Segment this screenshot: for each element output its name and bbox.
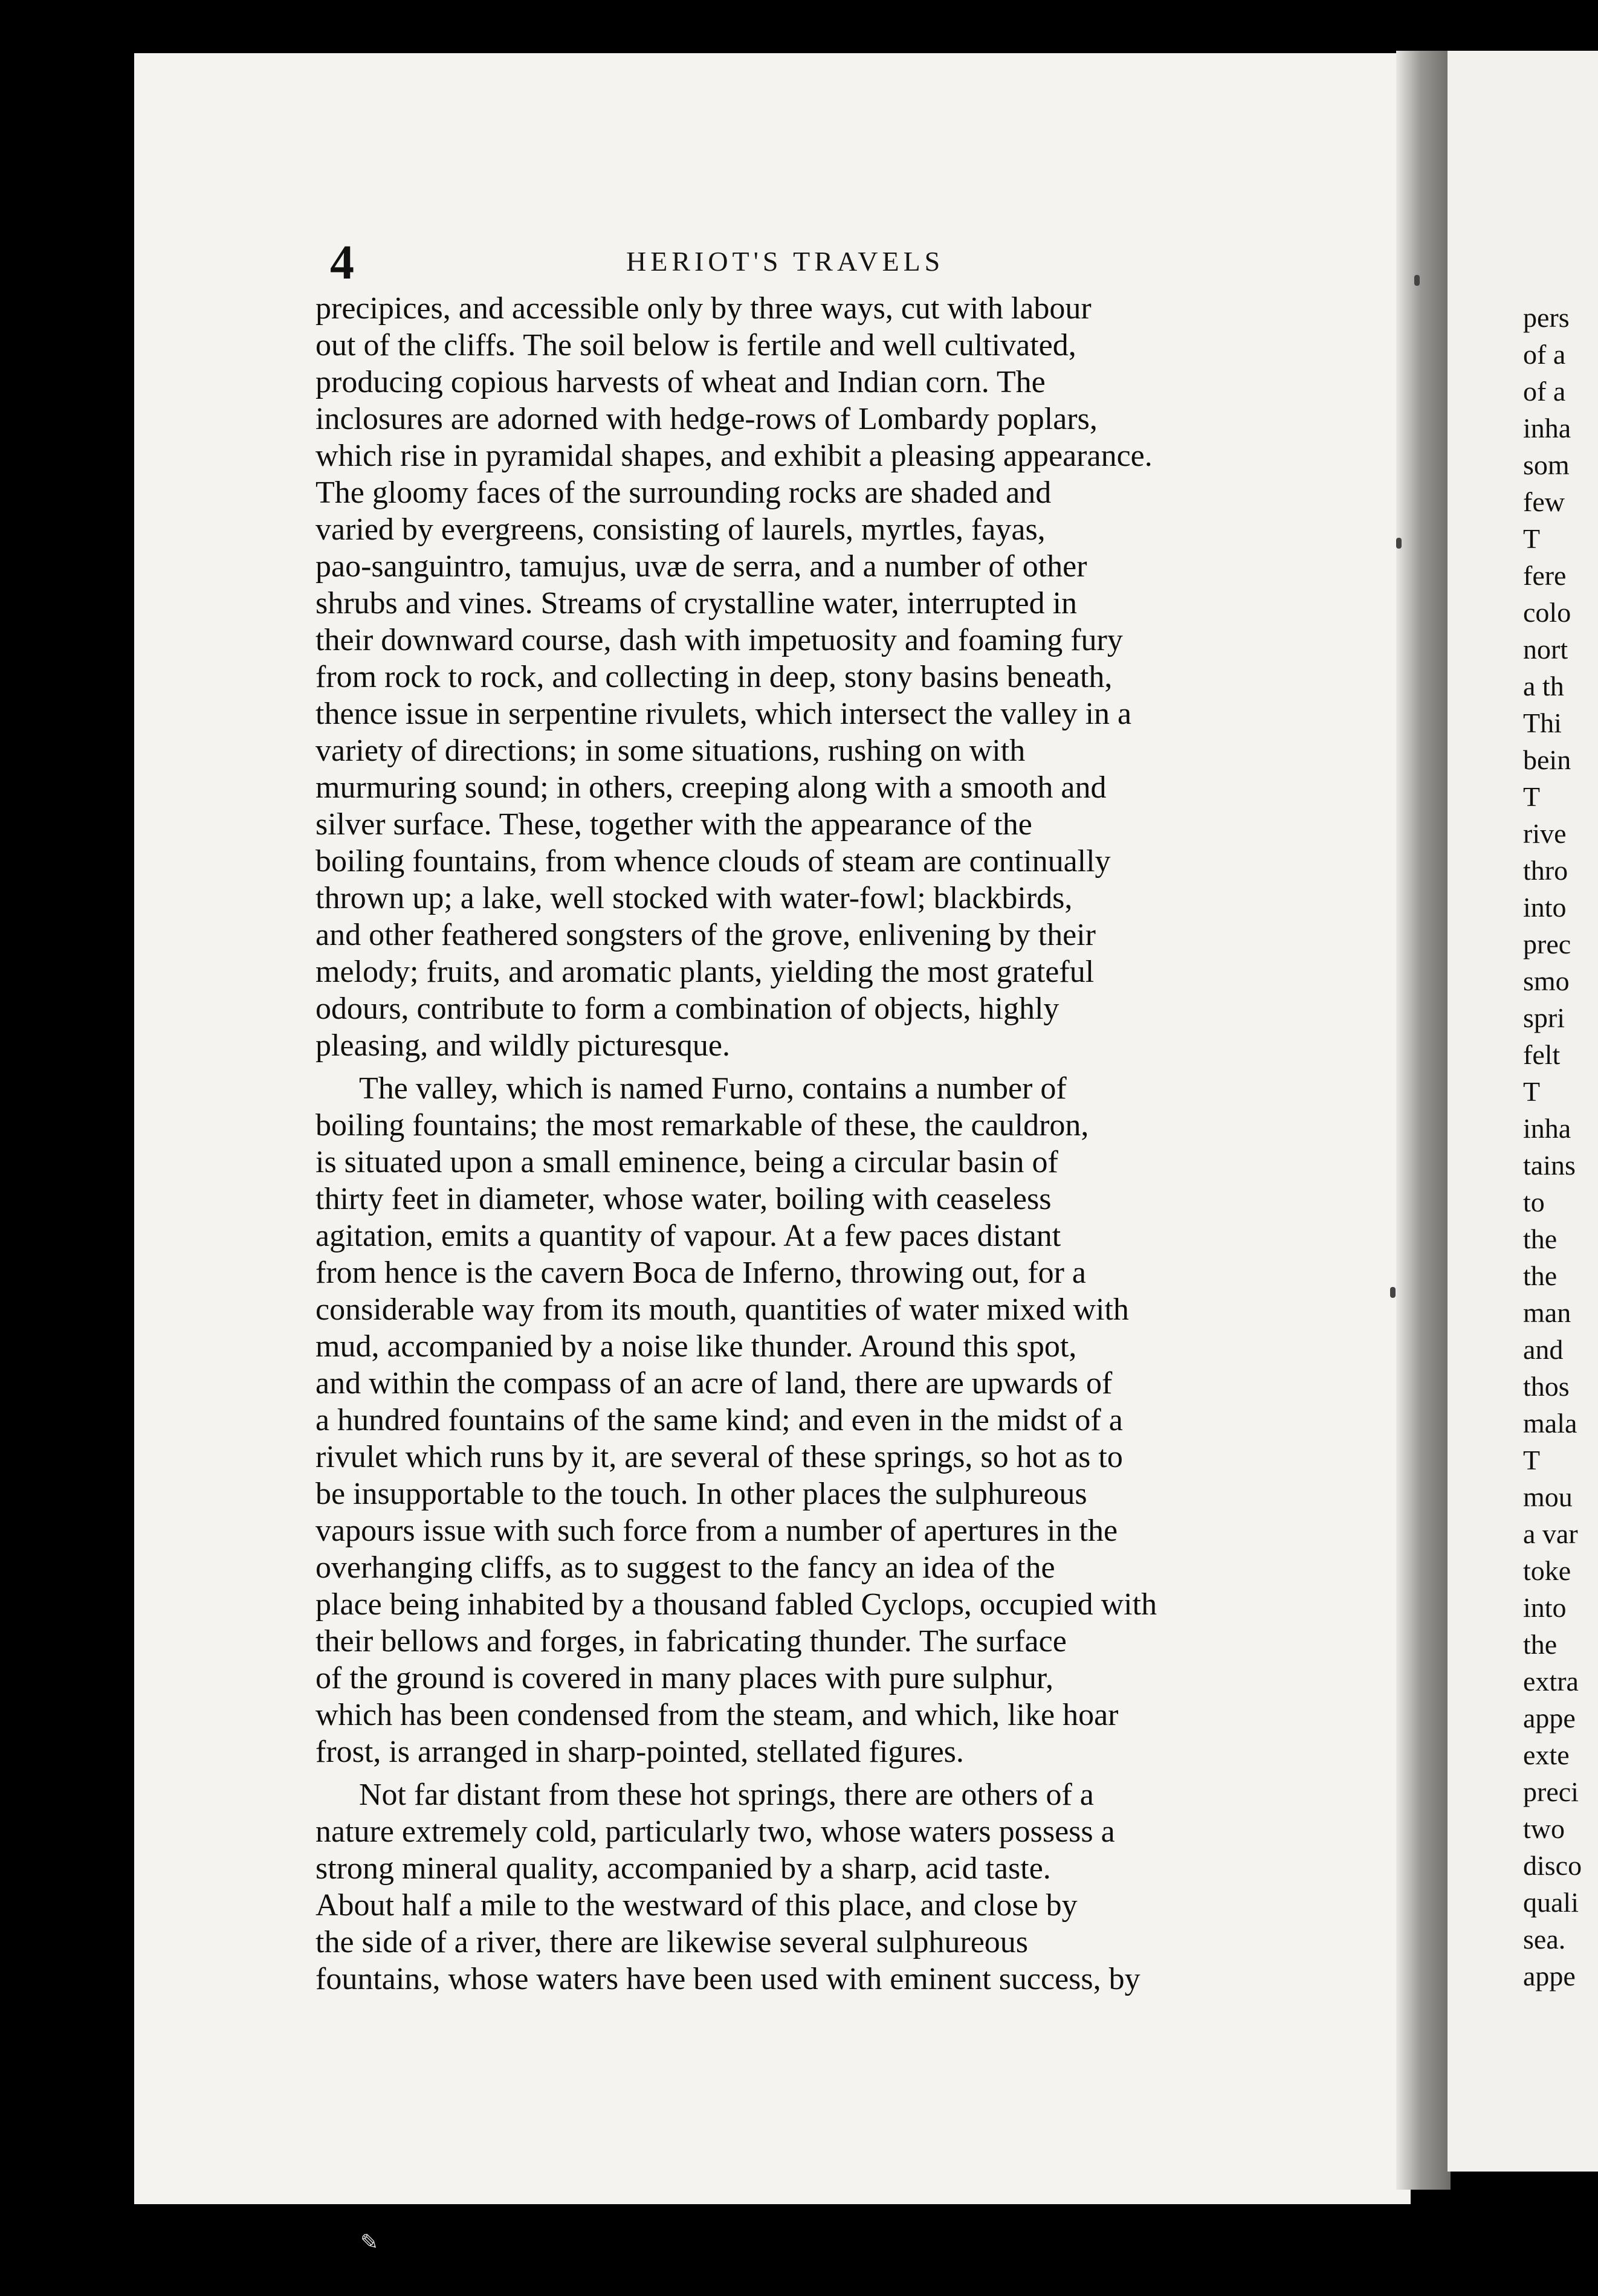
facing-page-fragment: smo [1523, 966, 1570, 996]
facing-page-fragment: few [1523, 486, 1565, 517]
text-line: strong mineral quality, accompanied by a sharp, acid taste. [315, 1851, 1051, 1886]
facing-page-fragment: exte [1523, 1740, 1570, 1770]
facing-page-fragment: the [1523, 1260, 1558, 1291]
text-line: The gloomy faces of the surrounding rocks are shaded and [315, 476, 1052, 510]
text-line: of the ground is covered in many places with pure sulphur, [315, 1661, 1054, 1695]
facing-page-fragment: spri [1523, 1002, 1565, 1033]
facing-page-fragment: a th [1523, 671, 1564, 701]
running-title: HERIOT'S TRAVELS [626, 246, 945, 277]
text-line: melody; fruits, and aromatic plants, yielding the most grateful [315, 955, 1095, 989]
facing-page-fragment: disco [1523, 1850, 1582, 1881]
facing-page-fragment: T [1523, 1445, 1541, 1475]
text-line: producing copious harvests of wheat and Indian corn. The [315, 365, 1046, 399]
text-line: odours, contribute to form a combination of objects, highly [315, 992, 1059, 1026]
facing-page-fragment: to [1523, 1187, 1545, 1217]
text-line: nature extremely cold, particularly two, whose waters possess a [315, 1814, 1115, 1849]
facing-page-fragment: Thi [1523, 708, 1562, 738]
text-line: inclosures are adorned with hedge-rows of Lombardy poplars, [315, 402, 1098, 436]
text-line: The valley, which is named Furno, contains a number of [359, 1071, 1067, 1106]
facing-page-fragment: mala [1523, 1408, 1577, 1439]
facing-page-fragment: of a [1523, 339, 1566, 370]
text-line: from hence is the cavern Boca de Inferno, throwing out, for a [315, 1256, 1086, 1290]
facing-page-fragment: of a [1523, 376, 1566, 407]
scanner-mark-icon: ✎ [360, 2230, 379, 2254]
text-line: thirty feet in diameter, whose water, boiling with ceaseless [315, 1182, 1052, 1216]
facing-page-fragment: prec [1523, 929, 1571, 959]
facing-page-fragment: and [1523, 1334, 1564, 1365]
facing-page-fragment: two [1523, 1813, 1565, 1844]
facing-page-fragment: fere [1523, 560, 1567, 591]
facing-page-fragment: mou [1523, 1482, 1573, 1512]
facing-page-fragment: nort [1523, 634, 1568, 665]
text-line: mud, accompanied by a noise like thunder. Around this spot, [315, 1329, 1077, 1364]
facing-page-fragment: T [1523, 1076, 1541, 1107]
facing-page-fragment: felt [1523, 1039, 1561, 1070]
text-line: frost, is arranged in sharp-pointed, stellated figures. [315, 1735, 964, 1769]
text-line: their downward course, dash with impetuosity and foaming fury [315, 623, 1123, 657]
text-line: and other feathered songsters of the grove, enlivening by their [315, 918, 1096, 952]
facing-page-fragment: quali [1523, 1887, 1579, 1918]
facing-page-fragment: the [1523, 1224, 1558, 1254]
facing-page-fragment: T [1523, 523, 1541, 554]
text-line: a hundred fountains of the same kind; and even in the midst of a [315, 1403, 1123, 1437]
text-line: varied by evergreens, consisting of laurels, myrtles, fayas, [315, 512, 1046, 547]
print-speck [1390, 1287, 1396, 1298]
facing-page-text-fragments [1523, 299, 1598, 1994]
facing-page-fragment: pers [1523, 302, 1570, 333]
text-line: boiling fountains, from whence clouds of steam are continually [315, 844, 1111, 879]
text-line: their bellows and forges, in fabricating thunder. The surface [315, 1624, 1067, 1659]
text-line: and within the compass of an acre of land, there are upwards of [315, 1366, 1113, 1401]
facing-page-fragment: tains [1523, 1150, 1576, 1181]
text-line: About half a mile to the westward of this place, and close by [315, 1888, 1078, 1923]
text-line: pleasing, and wildly picturesque. [315, 1028, 730, 1063]
running-head [330, 236, 1237, 289]
text-line: considerable way from its mouth, quantities of water mixed with [315, 1292, 1129, 1327]
facing-page-fragment: colo [1523, 597, 1571, 628]
facing-page-fragment: thro [1523, 855, 1568, 886]
text-line: precipices, and accessible only by three ways, cut with labour [315, 291, 1092, 326]
text-line: murmuring sound; in others, creeping along with a smooth and [315, 770, 1107, 805]
text-line: out of the cliffs. The soil below is fertile and well cultivated, [315, 328, 1076, 363]
text-line: variety of directions; in some situations, rushing on with [315, 734, 1026, 768]
text-line: place being inhabited by a thousand fabled Cyclops, occupied with [315, 1587, 1157, 1622]
facing-page-fragment: man [1523, 1297, 1571, 1328]
facing-page-fragment: bein [1523, 744, 1571, 775]
text-line: pao-sanguintro, tamujus, uvæ de serra, and a number of other [315, 549, 1087, 584]
facing-page-fragment: appe [1523, 1703, 1576, 1733]
text-line: be insupportable to the touch. In other places the sulphureous [315, 1477, 1087, 1511]
facing-page-fragment: T [1523, 781, 1541, 812]
text-line: boiling fountains; the most remarkable of these, the cauldron, [315, 1108, 1089, 1143]
body-text [315, 290, 1246, 1998]
text-line: vapours issue with such force from a number of apertures in the [315, 1514, 1118, 1548]
facing-page-fragment: the [1523, 1629, 1558, 1660]
text-line: agitation, emits a quantity of vapour. At a few paces distant [315, 1219, 1061, 1253]
facing-page-fragment: appe [1523, 1961, 1576, 1991]
page-gutter-shadow [1396, 51, 1451, 2190]
text-line: Not far distant from these hot springs, there are others of a [359, 1778, 1094, 1812]
facing-page-fragment: a var [1523, 1518, 1578, 1549]
text-line: overhanging cliffs, as to suggest to the fancy an idea of the [315, 1550, 1055, 1585]
facing-page-fragment: thos [1523, 1371, 1570, 1402]
text-line: thence issue in serpentine rivulets, which intersect the valley in a [315, 697, 1132, 731]
text-line: the side of a river, there are likewise several sulphureous [315, 1925, 1029, 1959]
text-line: thrown up; a lake, well stocked with water-fowl; blackbirds, [315, 881, 1073, 915]
facing-page-fragment: toke [1523, 1555, 1571, 1586]
facing-page-fragment: preci [1523, 1776, 1579, 1807]
print-speck [1396, 538, 1402, 549]
facing-page-fragment: inha [1523, 413, 1571, 443]
page-number: 4 [330, 236, 354, 289]
facing-page-fragment: extra [1523, 1666, 1579, 1697]
text-line: from rock to rock, and collecting in deep, stony basins beneath, [315, 660, 1113, 694]
facing-page-fragment: inha [1523, 1113, 1571, 1144]
facing-page-fragment: rive [1523, 818, 1567, 849]
facing-page-fragment: sea. [1523, 1924, 1566, 1955]
text-line: silver surface. These, together with the appearance of the [315, 807, 1032, 842]
text-line: which rise in pyramidal shapes, and exhibit a pleasing appearance. [315, 439, 1153, 473]
facing-page-fragment: into [1523, 1592, 1567, 1623]
text-line: shrubs and vines. Streams of crystalline water, interrupted in [315, 586, 1078, 621]
facing-page-fragment: into [1523, 892, 1567, 923]
text-line: rivulet which runs by it, are several of these springs, so hot as to [315, 1440, 1123, 1474]
text-line: is situated upon a small eminence, being a circular basin of [315, 1145, 1058, 1179]
text-line: fountains, whose waters have been used with eminent success, by [315, 1962, 1140, 1996]
text-line: which has been condensed from the steam, and which, like hoar [315, 1698, 1119, 1732]
print-speck [1414, 275, 1420, 286]
facing-page-fragment: som [1523, 450, 1570, 480]
